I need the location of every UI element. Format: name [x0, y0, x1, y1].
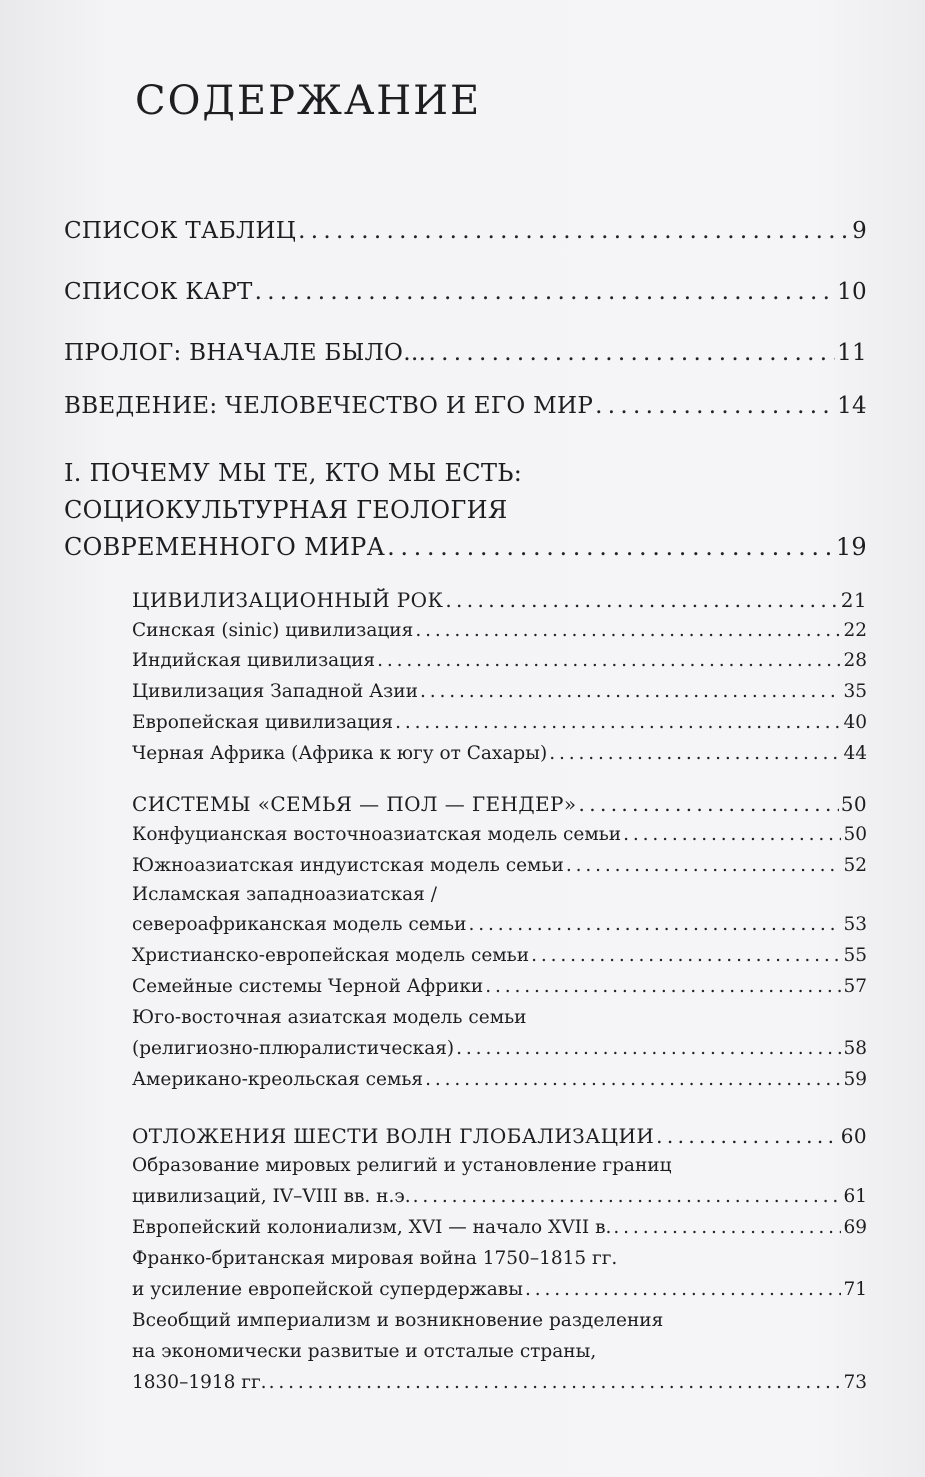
toc-entry[interactable] — [132, 1038, 867, 1059]
toc-entry-label: ОТЛОЖЕНИЯ ШЕСТИ ВОЛН ГЛОБАЛИЗАЦИИ — [132, 1124, 655, 1148]
toc-page-number: 35 — [843, 681, 867, 702]
toc-entry-label: СПИСОК ТАБЛИЦ — [64, 218, 297, 244]
toc-entry[interactable] — [132, 1217, 867, 1238]
toc-entry-prologue[interactable] — [64, 340, 867, 366]
toc-page-number: 53 — [843, 914, 867, 935]
leader-dots — [255, 279, 836, 305]
toc-entry[interactable] — [132, 855, 867, 876]
toc-entry[interactable] — [132, 945, 867, 966]
leader-dots — [428, 340, 835, 366]
toc-entry[interactable] — [132, 1372, 867, 1393]
leader-dots — [531, 945, 841, 966]
leader-dots — [579, 792, 839, 816]
toc-entry-line1: Образование мировых религий и установление границ — [132, 1155, 672, 1176]
toc-page-number: 19 — [835, 533, 867, 561]
toc-entry-label: (религиозно-плюралистическая) — [132, 1038, 455, 1059]
toc-page-number: 52 — [843, 855, 867, 876]
leader-dots — [456, 1038, 841, 1059]
toc-page-number: 14 — [837, 393, 867, 419]
toc-section-globalization[interactable] — [132, 1124, 867, 1148]
leader-dots — [549, 743, 841, 764]
toc-entry-label: цивилизаций, IV–VIII вв. н.э. — [132, 1186, 411, 1207]
toc-entry-label: СОВРЕМЕННОГО МИРА — [64, 533, 386, 561]
toc-entry-label: СИСТЕМЫ «СЕМЬЯ — ПОЛ — ГЕНДЕР» — [132, 792, 577, 816]
leader-dots — [298, 218, 850, 244]
toc-entry[interactable] — [132, 650, 867, 671]
leader-dots — [468, 914, 841, 935]
toc-entry-label: североафриканская модель семьи — [132, 914, 467, 935]
toc-entry-line1: Юго-восточная азиатская модель семьи — [132, 1007, 527, 1028]
toc-page-number: 55 — [843, 945, 867, 966]
toc-entry-label: Цивилизация Западной Азии — [132, 681, 418, 702]
leader-dots — [485, 976, 841, 997]
toc-section-family[interactable] — [132, 792, 867, 816]
toc-entry-maps[interactable] — [64, 279, 867, 305]
toc-entry-label: СПИСОК КАРТ — [64, 279, 253, 305]
toc-page-number: 50 — [843, 824, 867, 845]
toc-page-number: 21 — [840, 588, 867, 612]
toc-entry-label: Черная Африка (Африка к югу от Сахары) — [132, 743, 548, 764]
toc-entry-label: Индийская цивилизация — [132, 650, 376, 671]
toc-page-number: 57 — [843, 976, 867, 997]
toc-entry-label: ВВЕДЕНИЕ: ЧЕЛОВЕЧЕСТВО И ЕГО МИР — [64, 393, 594, 419]
toc-page-number: 50 — [840, 792, 867, 816]
leader-dots — [525, 1279, 842, 1300]
toc-entry[interactable] — [132, 976, 867, 997]
toc-entry-label: Южноазиатская индуистская модель семьи — [132, 855, 564, 876]
toc-page-number: 9 — [852, 218, 867, 244]
toc-entry-label: Европейская цивилизация — [132, 712, 394, 733]
toc-entry-part1[interactable] — [64, 533, 867, 561]
page-title: СОДЕРЖАНИЕ — [135, 78, 482, 124]
toc-page-number: 58 — [843, 1038, 867, 1059]
toc-entry-label: Конфуцианская восточноазиатская модель семьи — [132, 824, 622, 845]
toc-entry-label: и усиление европейской супердержавы — [132, 1279, 523, 1300]
toc-entry-line1: Франко-британская мировая война 1750–1815 гг. — [132, 1248, 618, 1269]
toc-entry-label: ЦИВИЛИЗАЦИОННЫЙ РОК — [132, 588, 444, 612]
toc-entry-label: Семейные системы Черной Африки — [132, 976, 484, 997]
toc-entry-label: ПРОЛОГ: ВНАЧАЛЕ БЫЛО… — [64, 340, 427, 366]
toc-entry-label: 1830–1918 гг. — [132, 1372, 267, 1393]
leader-dots — [656, 1124, 839, 1148]
leader-dots — [445, 588, 838, 612]
leader-dots — [566, 855, 842, 876]
toc-page-number: 40 — [843, 712, 867, 733]
toc-entry-line1: Всеобщий империализм и возникновение разделения — [132, 1310, 664, 1331]
leader-dots — [595, 393, 835, 419]
toc-page-number: 10 — [837, 279, 867, 305]
leader-dots — [420, 681, 842, 702]
toc-entry-label: Христианско-европейская модель семьи — [132, 945, 530, 966]
toc-entry-label: Синская (sinic) цивилизация — [132, 620, 414, 641]
toc-page-number: 28 — [843, 650, 867, 671]
leader-dots — [623, 824, 841, 845]
toc-page-number: 44 — [843, 743, 867, 764]
toc-entry[interactable] — [132, 681, 867, 702]
toc-entry-line2: на экономически развитые и отсталые страны, — [132, 1341, 597, 1362]
toc-page-number: 60 — [840, 1124, 867, 1148]
toc-entry-label: Европейский колониализм, XVI — начало XVII в. — [132, 1217, 612, 1238]
leader-dots — [415, 620, 841, 641]
toc-entry[interactable] — [132, 620, 867, 641]
part1-title-line2: СОЦИОКУЛЬТУРНАЯ ГЕОЛОГИЯ — [64, 496, 508, 524]
toc-page-number: 73 — [843, 1372, 867, 1393]
leader-dots — [413, 1186, 842, 1207]
toc-section-civilizations[interactable] — [132, 588, 867, 612]
toc-entry[interactable] — [132, 712, 867, 733]
part1-title-line1: I. ПОЧЕМУ МЫ ТЕ, КТО МЫ ЕСТЬ: — [64, 459, 523, 487]
leader-dots — [613, 1217, 841, 1238]
toc-entry-label: Американо-креольская семья — [132, 1069, 424, 1090]
toc-entry[interactable] — [132, 824, 867, 845]
leader-dots — [387, 533, 834, 561]
toc-page-number: 69 — [843, 1217, 867, 1238]
toc-entry[interactable] — [132, 914, 867, 935]
toc-entry-introduction[interactable] — [64, 393, 867, 419]
leader-dots — [377, 650, 841, 671]
leader-dots — [269, 1372, 842, 1393]
toc-entry[interactable] — [132, 1186, 867, 1207]
toc-page-number: 71 — [843, 1279, 867, 1300]
toc-page-number: 22 — [843, 620, 867, 641]
toc-entry-tables[interactable] — [64, 218, 867, 244]
toc-entry[interactable] — [132, 743, 867, 764]
toc-page-number: 11 — [837, 340, 867, 366]
toc-page-number: 59 — [843, 1069, 867, 1090]
toc-page-number: 61 — [843, 1186, 867, 1207]
toc-entry[interactable] — [132, 1069, 867, 1090]
leader-dots — [395, 712, 841, 733]
leader-dots — [425, 1069, 841, 1090]
toc-entry[interactable] — [132, 1279, 867, 1300]
toc-entry-line1: Исламская западноазиатская / — [132, 884, 437, 905]
